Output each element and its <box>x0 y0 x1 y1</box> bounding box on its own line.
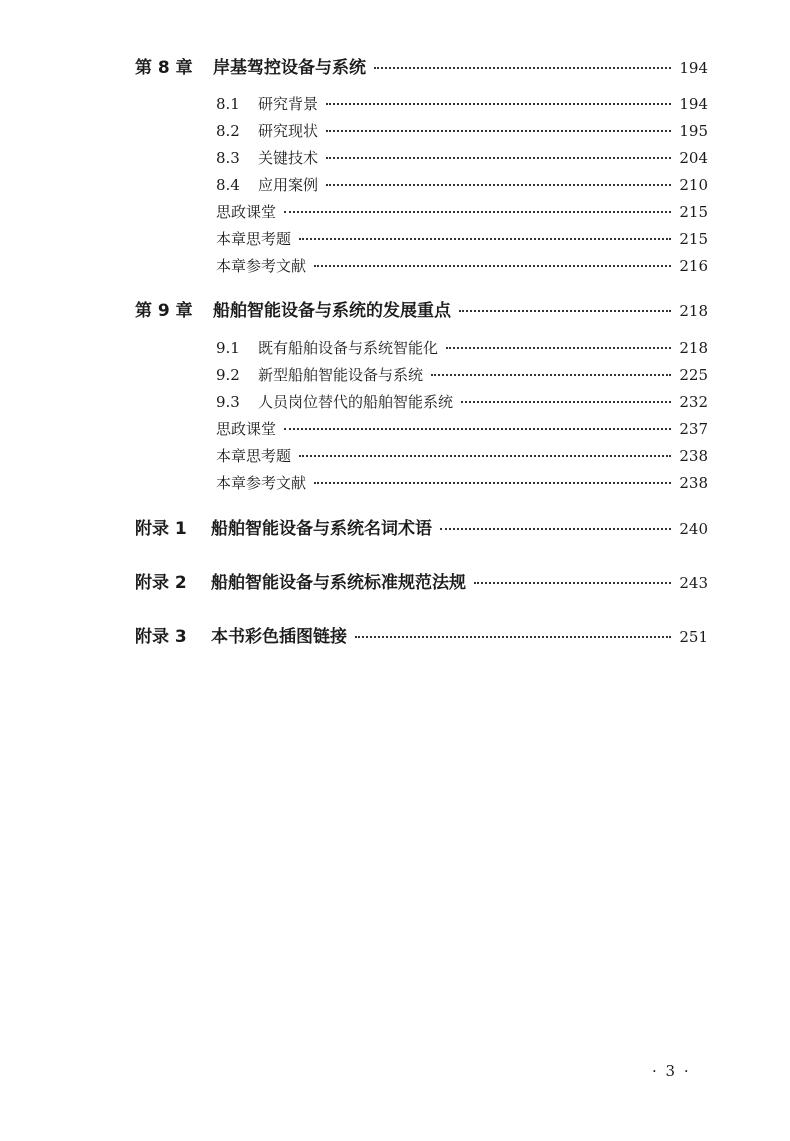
appendix-title: 本书彩色插图链接 <box>211 627 347 647</box>
section-title: 关键技术 <box>258 149 319 167</box>
section-title: 本章思考题 <box>216 230 292 248</box>
toc-appendix-2[interactable] <box>135 568 708 593</box>
section-title: 思政课堂 <box>216 420 277 438</box>
section-title: 研究背景 <box>258 95 319 113</box>
page-number: 215 <box>679 230 708 248</box>
toc-section[interactable] <box>216 174 708 195</box>
page-number: 210 <box>679 176 708 194</box>
section-number: 9.1 <box>216 339 240 357</box>
page-number: 237 <box>679 420 708 438</box>
appendix-number: 附录 2 <box>135 573 187 593</box>
appendix-number: 附录 3 <box>135 627 187 647</box>
footer-page-number: · 3 · <box>652 1062 691 1080</box>
section-title: 研究现状 <box>258 122 319 140</box>
toc-appendix-3[interactable] <box>135 622 708 647</box>
toc-section[interactable] <box>216 445 708 466</box>
appendix-title: 船舶智能设备与系统名词术语 <box>211 519 432 539</box>
chapter-number: 第 8 章 <box>135 58 193 78</box>
dot-leader <box>314 482 671 484</box>
toc-section[interactable] <box>216 120 708 141</box>
toc-section[interactable] <box>216 147 708 168</box>
page-number: 216 <box>679 257 708 275</box>
appendix-number: 附录 1 <box>135 519 187 539</box>
dot-leader <box>446 347 671 349</box>
toc-section[interactable] <box>216 337 708 358</box>
toc-chapter-8[interactable] <box>135 53 708 78</box>
dot-leader <box>284 428 671 430</box>
page-number: 194 <box>679 59 708 77</box>
dot-leader <box>431 374 671 376</box>
chapter-title: 岸基驾控设备与系统 <box>213 58 366 78</box>
page-number: 240 <box>679 520 708 538</box>
section-title: 本章思考题 <box>216 447 292 465</box>
section-title: 思政课堂 <box>216 203 277 221</box>
page-number: 218 <box>679 339 708 357</box>
section-number: 8.1 <box>216 95 240 113</box>
dot-leader <box>326 157 671 159</box>
toc-section[interactable] <box>216 391 708 412</box>
toc-appendix-1[interactable] <box>135 514 708 539</box>
dot-leader <box>326 130 671 132</box>
section-number: 8.3 <box>216 149 240 167</box>
dot-leader <box>461 401 671 403</box>
page-number: 204 <box>679 149 708 167</box>
page-number: 218 <box>679 302 708 320</box>
page-number: 238 <box>679 474 708 492</box>
toc-chapter-9[interactable] <box>135 296 708 321</box>
page-number: 238 <box>679 447 708 465</box>
dot-leader <box>299 238 671 240</box>
toc-section[interactable] <box>216 418 708 439</box>
page-number: 243 <box>679 574 708 592</box>
section-title: 本章参考文献 <box>216 474 307 492</box>
chapter-number: 第 9 章 <box>135 301 193 321</box>
section-number: 8.4 <box>216 176 240 194</box>
chapter-title: 船舶智能设备与系统的发展重点 <box>213 301 451 321</box>
dot-leader <box>299 455 671 457</box>
toc-section[interactable] <box>216 201 708 222</box>
section-title: 新型船舶智能设备与系统 <box>258 366 424 384</box>
toc-section[interactable] <box>216 472 708 493</box>
page-number: 225 <box>679 366 708 384</box>
section-title: 本章参考文献 <box>216 257 307 275</box>
section-number: 9.2 <box>216 366 240 384</box>
dot-leader <box>374 67 671 69</box>
page-number: 194 <box>679 95 708 113</box>
toc-section[interactable] <box>216 255 708 276</box>
section-number: 8.2 <box>216 122 240 140</box>
page-number: 232 <box>679 393 708 411</box>
dot-leader <box>326 103 671 105</box>
section-number: 9.3 <box>216 393 240 411</box>
dot-leader <box>284 211 671 213</box>
page-number: 251 <box>679 628 708 646</box>
toc-section[interactable] <box>216 364 708 385</box>
section-title: 人员岗位替代的船舶智能系统 <box>258 393 454 411</box>
toc-section[interactable] <box>216 228 708 249</box>
dot-leader <box>355 636 671 638</box>
appendix-title: 船舶智能设备与系统标准规范法规 <box>211 573 466 593</box>
dot-leader <box>314 265 671 267</box>
toc-section[interactable] <box>216 93 708 114</box>
section-title: 应用案例 <box>258 176 319 194</box>
section-title: 既有船舶设备与系统智能化 <box>258 339 439 357</box>
dot-leader <box>474 582 671 584</box>
page-number: 195 <box>679 122 708 140</box>
dot-leader <box>440 528 671 530</box>
dot-leader <box>326 184 671 186</box>
dot-leader <box>459 310 671 312</box>
page-number: 215 <box>679 203 708 221</box>
